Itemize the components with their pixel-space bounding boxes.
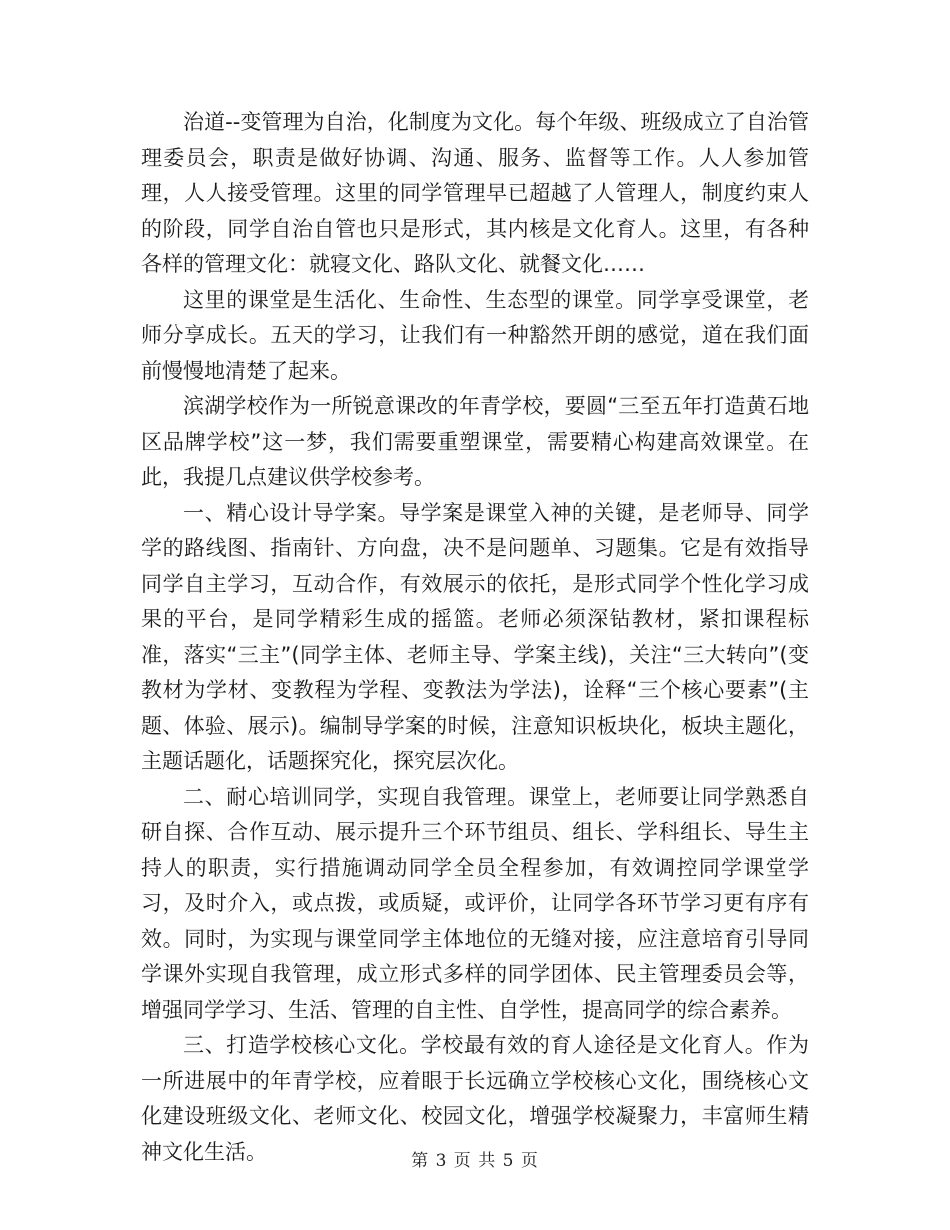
paragraph-3: 滨湖学校作为一所锐意课改的年青学校，要圆“三至五年打造黄石地区品牌学校”这一梦，我们需要重塑课堂，需要精心构建高效课堂。在此，我提几点建议供学校参考。 — [141, 394, 809, 489]
document-body — [141, 105, 809, 1170]
paragraph-6: 三、打造学校核心文化。学校最有效的育人途径是文化育人。作为一所进展中的年青学校，应着眼于长远确立学校核心文化，围绕核心文化建设班级文化、老师文化、校园文化，增强学校凝聚力，丰富师生精神文化生活。 — [141, 1033, 809, 1164]
paragraph-5: 二、耐心培训同学，实现自我管理。课堂上，老师要让同学熟悉自研自探、合作互动、展示提升三个环节组员、组长、学科组长、导生主持人的职责，实行措施调动同学全员全程参加，有效调控同学课堂学习，及时介入，或点拨，或质疑，或评价，让同学各环节学习更有序有效。同时，为实现与课堂同学主体地位的无缝对接，应注意培育引导同学课外实现自我管理，成立形式多样的同学团体、民主管理委员会等，增强同学学习、生活、管理的自主性、自学性，提高同学的综合素养。 — [141, 784, 809, 1022]
paragraph-2: 这里的课堂是生活化、生命性、生态型的课堂。同学享受课堂，老师分享成长。五天的学习，让我们有一种豁然开朗的感觉，道在我们面前慢慢地清楚了起来。 — [141, 287, 809, 383]
page-number-footer: 第 3 页 共 5 页 — [411, 1151, 539, 1171]
paragraph-4: 一、精心设计导学案。导学案是课堂入神的关键，是老师导、同学学的路线图、指南针、方向盘，决不是问题单、习题集。它是有效指导同学自主学习，互动合作，有效展示的依托，是形式同学个性化学习成果的平台，是同学精彩生成的摇篮。老师必须深钻教材，紧扣课程标准，落实“三主”(同学主体、老师主导、学案主线)，关注“三大转向”(变教材为学材、变教程为学程、变教法为学法)，诠释“三个核心要素”(主题、体验、展示)。编制导学案的时候，注意知识板块化，板块主题化，主题话题化，话题探究化，探究层次化。 — [141, 500, 809, 773]
paragraph-1: 治道--变管理为自治，化制度为文化。每个年级、班级成立了自治管理委员会，职责是做好协调、沟通、服务、监督等工作。人人参加管理，人人接受管理。这里的同学管理早已超越了人管理人，制度约束人的阶段，同学自治自管也只是形式，其内核是文化育人。这里，有各种各样的管理文化：就寝文化、路队文化、就餐文化…… — [141, 110, 809, 276]
